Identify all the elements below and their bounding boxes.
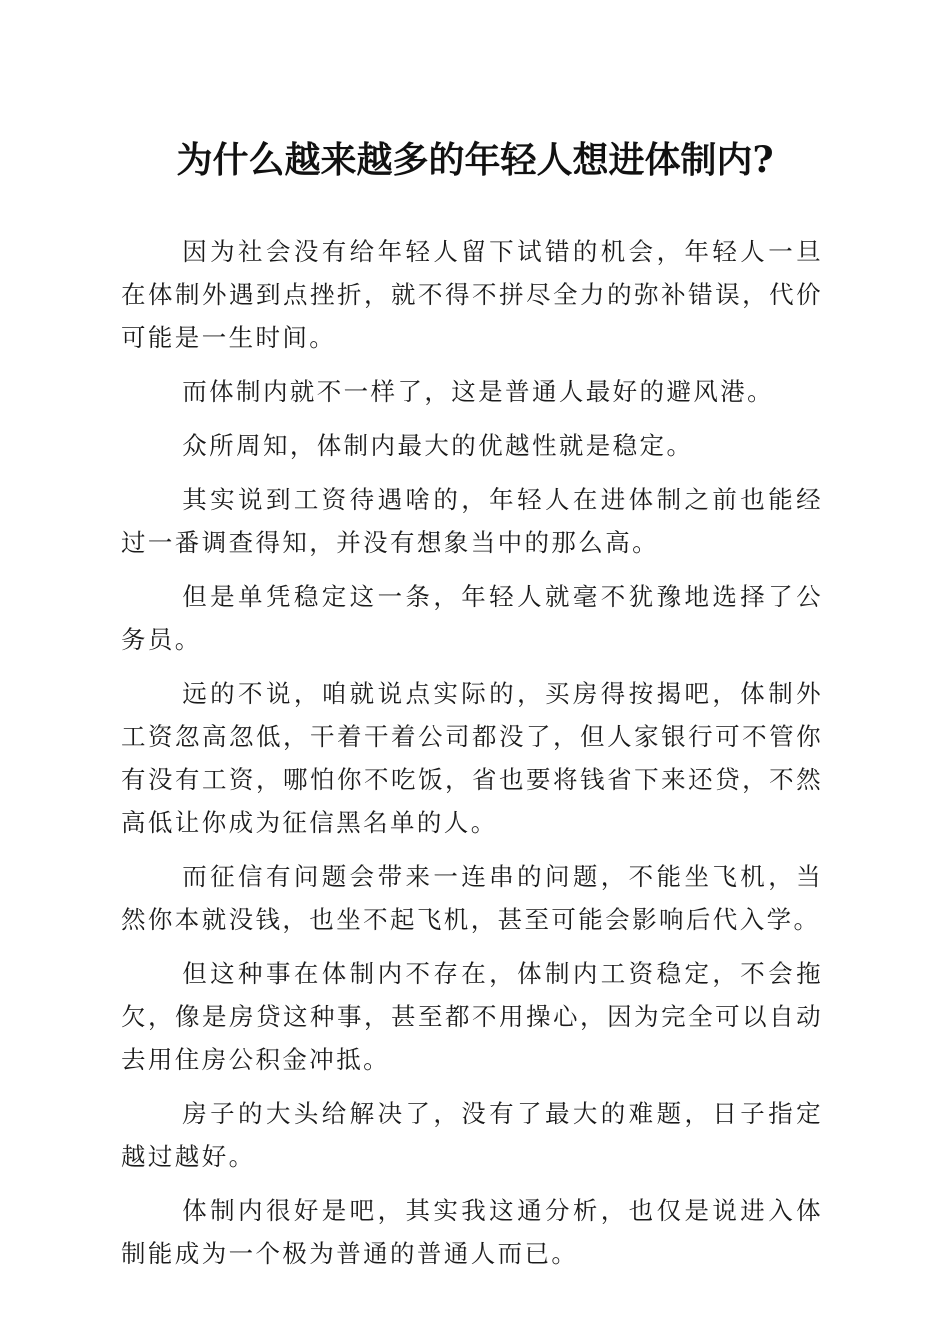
paragraph: 房子的大头给解决了，没有了最大的难题，日子指定越过越好。 bbox=[121, 1099, 823, 1171]
paragraph: 其实说到工资待遇啥的，年轻人在进体制之前也能经过一番调查得知，并没有想象当中的那么高。 bbox=[121, 485, 823, 557]
paragraph: 远的不说，咱就说点实际的，买房得按揭吧，体制外工资忽高忽低，干着干着公司都没了，但人家银行可不管你有没有工资，哪怕你不吃饭，省也要将钱省下来还贷，不然高低让你成为征信黑名单的人。 bbox=[121, 679, 823, 837]
document-body bbox=[121, 230, 823, 1286]
paragraph: 因为社会没有给年轻人留下试错的机会，年轻人一旦在体制外遇到点挫折，就不得不拼尽全力的弥补错误，代价可能是一生时间。 bbox=[121, 237, 823, 352]
paragraph: 但是单凭稳定这一条，年轻人就毫不犹豫地选择了公务员。 bbox=[121, 582, 823, 654]
paragraph: 而体制内就不一样了，这是普通人最好的避风港。 bbox=[182, 377, 775, 406]
paragraph: 众所周知，体制内最大的优越性就是稳定。 bbox=[182, 431, 694, 460]
document-title: 为什么越来越多的年轻人想进体制内? bbox=[176, 139, 774, 181]
paragraph: 体制内很好是吧，其实我这通分析，也仅是说进入体制能成为一个极为普通的普通人而已。 bbox=[121, 1196, 823, 1268]
paragraph: 但这种事在体制内不存在，体制内工资稳定，不会拖欠，像是房贷这种事，甚至都不用操心，因为完全可以自动去用住房公积金冲抵。 bbox=[121, 959, 823, 1074]
paragraph: 而征信有问题会带来一连串的问题，不能坐飞机，当然你本就没钱，也坐不起飞机，甚至可能会影响后代入学。 bbox=[121, 862, 823, 934]
